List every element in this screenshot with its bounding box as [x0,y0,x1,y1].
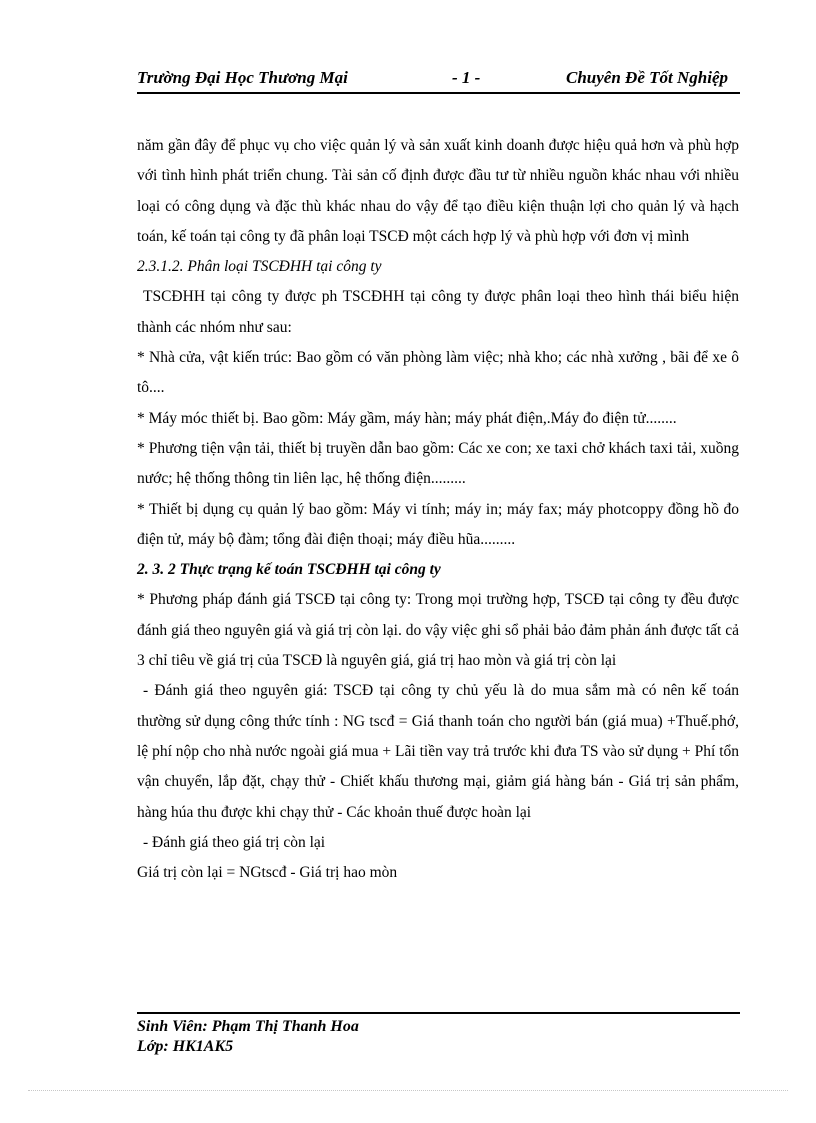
list-item-vehicles: * Phương tiện vận tải, thiết bị truyền dẫn bao gồm: Các xe con; xe taxi chở khách taxi tải, xuồng nước; hệ thống thông tin liên lạc, hệ thống điện......... [137,439,739,488]
list-item-office-equipment: * Thiết bị dụng cụ quản lý bao gồm: Máy vi tính; máy in; máy fax; máy photcoppy đồng hồ đo điện tử, máy bộ đàm; tổng đài điện thoại; máy điều hũa......... [137,500,739,548]
page-header [137,66,740,94]
paragraph-classification: TSCĐHH tại công ty được ph TSCĐHH tại công ty được phân loại theo hình thái biểu hiện thành các nhóm như sau: [137,288,739,336]
page-number: - 1 - [452,68,481,87]
page-bottom-divider [28,1090,788,1091]
paragraph-original-cost: - Đánh giá theo nguyên giá: TSCĐ tại công ty chủ yếu là do mua sắm mà có nên kế toán thường sử dụng công thức tính : NG tscđ = Giá thanh toán cho người bán (giá mua) +Thuế.phớ, lệ phí nộp cho nhà nước ngoài giá mua + Lãi tiền vay trả trước khi đưa TS vào sử dụng + Phí tổn vận chuyển, lắp đặt, chạy thử - Chiết khấu thương mại, giảm giá hàng bán - Giá trị sản phẩm, hàng húa thu được khi chạy thử - Các khoản thuế được hoàn lại [137,682,739,821]
list-item-buildings: * Nhà cửa, vật kiến trúc: Bao gồm có văn phòng làm việc; nhà kho; các nhà xưởng , bãi để xe ô tô.... [137,349,739,397]
document-body [137,131,739,888]
header-topic: Chuyên Đề Tốt Nghiệp [566,68,728,87]
paragraph-valuation-method: * Phương pháp đánh giá TSCĐ tại công ty: Trong mọi trường hợp, TSCĐ tại công ty đều được đánh giá theo nguyên giá và giá trị còn lại. do vậy việc ghi sổ phải bảo đảm phản ánh được tất cả 3 chỉ tiêu về giá trị của TSCĐ là nguyên giá, giá trị hao mòn và giá trị còn lại [137,591,739,670]
paragraph-residual-value: - Đánh giá theo giá trị còn lại [143,833,326,851]
page-footer [137,1012,740,1057]
header-school: Trường Đại Học Thương Mại [137,68,348,87]
list-item-machinery: * Máy móc thiết bị. Bao gồm: Máy gầm, máy hàn; máy phát điện,.Máy đo điện tử........ [137,409,677,427]
footer-student: Sinh Viên: Phạm Thị Thanh Hoa [137,1018,359,1035]
section-heading-2-3-1-2: 2.3.1.2. Phân loại TSCĐHH tại công ty [137,258,382,276]
section-heading-2-3-2: 2. 3. 2 Thực trạng kế toán TSCĐHH tại công ty [137,561,441,579]
formula-residual-value: Giá trị còn lại = NGtscđ - Giá trị hao mòn [137,864,398,882]
paragraph-intro: năm gần đây để phục vụ cho việc quản lý và sản xuất kinh doanh được hiệu quả hơn và phù hợp với tình hình phát triển chung. Tài sản cố định được đầu tư từ nhiều nguồn khác nhau với nhiều loại có công dụng và đặc thù khác nhau do vậy để tạo điều kiện thuận lợi cho quản lý và hạch toán, kế toán tại công ty đã phân loại TSCĐ một cách hợp lý và phù hợp với đơn vị mình [137,137,739,245]
footer-class: Lớp: HK1AK5 [137,1038,234,1055]
